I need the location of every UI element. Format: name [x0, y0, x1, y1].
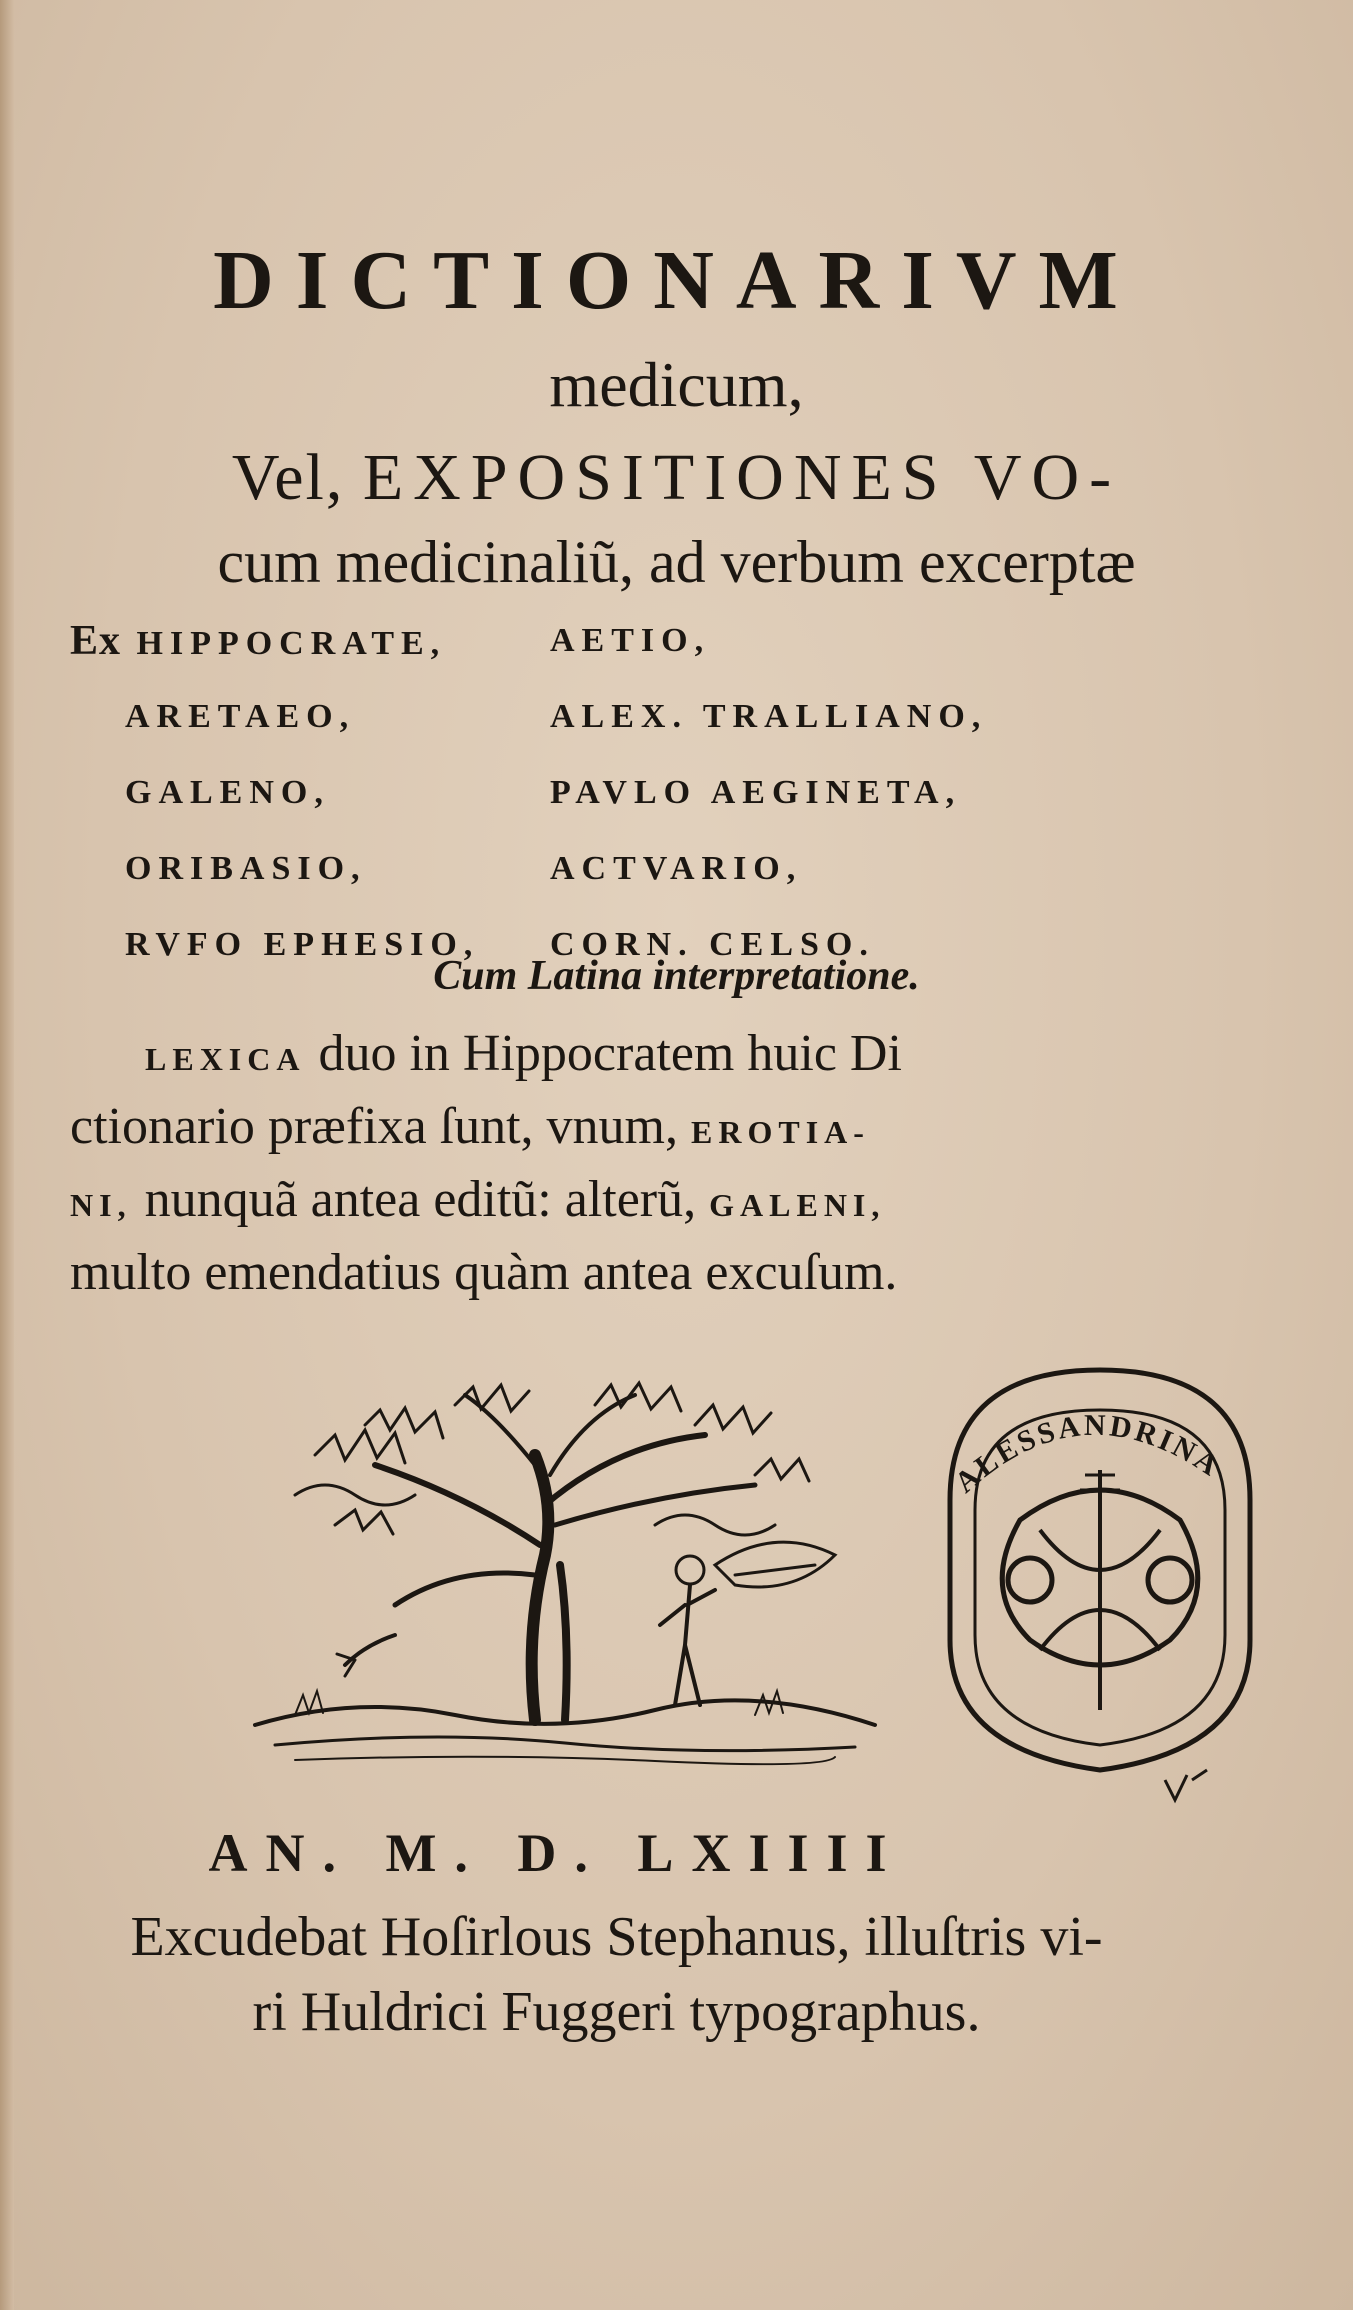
author-alexander-tralles: ALEX. TRALLIANO,	[550, 698, 988, 735]
book-title: DICTIONARIVM	[213, 234, 1140, 327]
author-hippocrates-name: HIPPOCRATE,	[136, 625, 447, 662]
lexica-line-1-text: duo in Hippocratem huic Di	[318, 1025, 902, 1082]
lexica-line-4: multo emendatius quàm antea excuſum.	[70, 1244, 898, 1301]
author-rufus-ephesius: RVFO EPHESIO,	[125, 926, 480, 963]
subtitle-line-2-caps: EXPOSITIONES VO-	[362, 441, 1122, 514]
imprint-line-1: Excudebat Hoſirlous Stephanus, illuſtris vi-	[130, 1906, 1103, 1968]
erotiani-smallcaps: EROTIA-	[691, 1114, 870, 1150]
author-ex-prefix: Ex	[70, 618, 122, 664]
author-hippocrates	[70, 615, 540, 667]
lexica-paragraph	[70, 1020, 1080, 1307]
subtitle-line-2	[0, 440, 1353, 516]
imprint-line-2: ri Huldrici Fuggeri typographus.	[252, 1981, 981, 2043]
lexica-line-2-text: ctionario præfixa ſunt, vnum,	[70, 1098, 679, 1155]
subtitle-line-3: cum medicinaliũ, ad verbum excerptæ	[217, 529, 1136, 595]
author-list	[70, 615, 1070, 971]
author-aretaeus: ARETAEO,	[125, 698, 356, 735]
subtitle-line-2-prefix: Vel,	[231, 441, 345, 514]
latin-interpretation-note: Cum Latina interpretatione.	[433, 953, 920, 999]
author-paulus-aegineta: PAVLO AEGINETA,	[550, 774, 962, 811]
lexica-smallcaps: LEXICA	[145, 1041, 306, 1077]
stamp-label: ALESSANDRINA	[948, 1408, 1227, 1500]
lexica-line-1	[70, 1020, 1080, 1093]
library-stamp	[930, 1350, 1270, 1820]
publication-date: AN. M. D. LXIIII	[208, 1823, 905, 1883]
author-oribasius: ORIBASIO,	[125, 850, 367, 887]
lexica-line-2	[70, 1093, 1080, 1166]
author-actuarius: ACTVARIO,	[550, 850, 803, 887]
galeni-smallcaps: GALENI,	[709, 1187, 886, 1223]
author-celsus: CORN. CELSO.	[550, 926, 875, 963]
lexica-line-3	[70, 1166, 1080, 1239]
erotiani-end-smallcaps: NI,	[70, 1187, 132, 1223]
author-aetius: AETIO,	[550, 622, 711, 659]
printers-device-woodcut	[235, 1375, 895, 1795]
author-galen: GALENO,	[125, 774, 330, 811]
lexica-line-3-text: nunquã antea editũ: alterũ,	[144, 1171, 697, 1228]
subtitle-line-1: medicum,	[549, 349, 804, 420]
